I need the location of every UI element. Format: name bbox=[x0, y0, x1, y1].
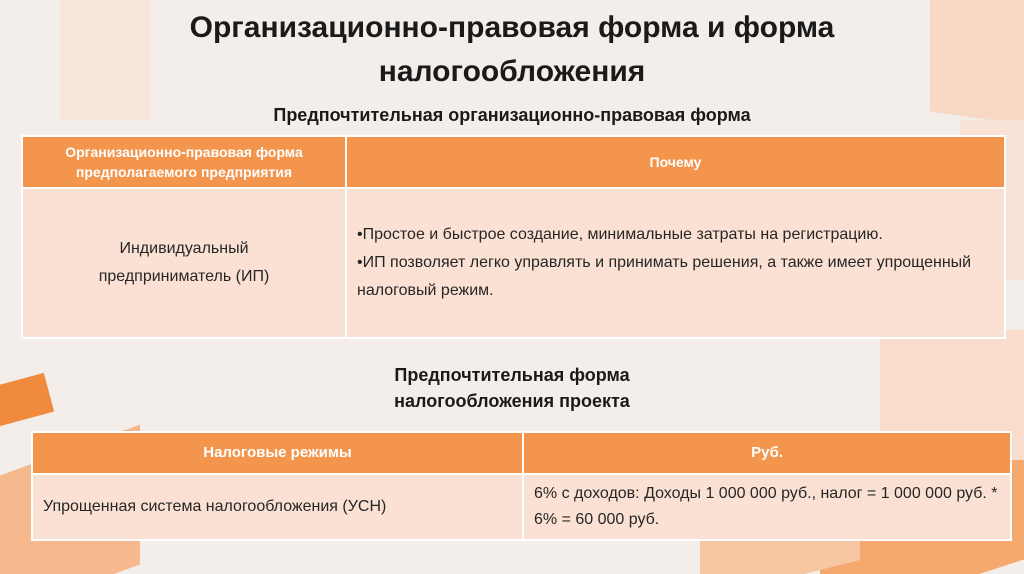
slide-title bbox=[0, 6, 1024, 94]
section2-title-line1: Предпочтительная форма bbox=[394, 365, 630, 385]
table1-header-form: Организационно-правовая форма предполагаемого предприятия bbox=[22, 136, 346, 188]
section1-title: Предпочтительная организационно-правовая форма bbox=[273, 105, 751, 125]
table1-header-why: Почему bbox=[346, 136, 1005, 188]
table1-cell-form bbox=[22, 188, 346, 338]
reason-bullet: •Простое и быстрое создание, минимальные затраты на регистрацию. bbox=[357, 226, 883, 243]
reason-bullet: •ИП позволяет легко управлять и принимать решения, а также имеет упрощенный налоговый режим. bbox=[357, 254, 972, 299]
table2-header-regime: Налоговые режимы bbox=[32, 432, 523, 474]
table2-cell-calc: 6% с доходов: Доходы 1 000 000 руб., налог = 1 000 000 руб. * 6% = 60 000 руб. bbox=[523, 474, 1011, 540]
table1-cell-reasons bbox=[346, 188, 1005, 338]
section2-title bbox=[0, 362, 1024, 414]
table2-cell-regime: Упрощенная система налогообложения (УСН) bbox=[32, 474, 523, 540]
form-line2: предприниматель (ИП) bbox=[98, 268, 270, 285]
table2-header-rub: Руб. bbox=[523, 432, 1011, 474]
slide-title-line1: Организационно-правовая форма и форма bbox=[189, 11, 835, 44]
legal-form-table bbox=[21, 135, 1006, 339]
slide-title-line2: налогообложения bbox=[378, 55, 646, 88]
tax-regime-table bbox=[31, 431, 1012, 541]
form-line1: Индивидуальный bbox=[119, 240, 249, 257]
section2-title-line2: налогообложения проекта bbox=[394, 391, 630, 411]
